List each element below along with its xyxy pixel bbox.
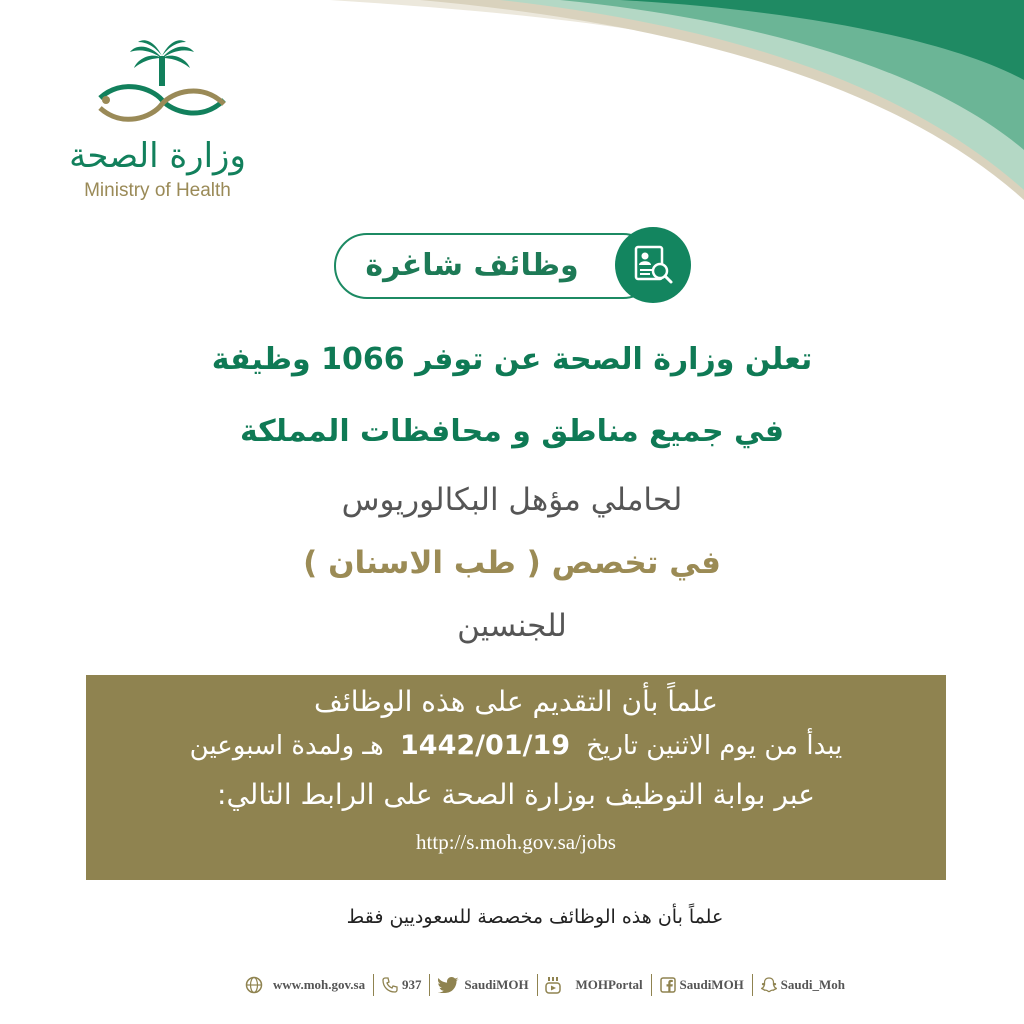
- footer-website-text: www.moh.gov.sa: [273, 977, 366, 992]
- footer-contacts: [245, 970, 845, 1000]
- notice-line-1: علماً بأن التقديم على هذه الوظائف: [314, 685, 718, 718]
- application-notice-box: [86, 675, 946, 880]
- notice-line-3: عبر بوابة التوظيف بوزارة الصحة على الرابط التالي:: [217, 778, 815, 811]
- footer-phone[interactable]: [382, 977, 422, 993]
- snapchat-icon: [761, 977, 777, 993]
- footer-separator: [373, 974, 374, 996]
- footer-phone-text: 937: [401, 977, 422, 992]
- announcement-line-1: تعلن وزارة الصحة عن توفر 1066 وظيفة: [211, 342, 813, 377]
- announcement-line-5: للجنسين: [457, 608, 567, 644]
- phone-icon: [382, 977, 398, 993]
- notice-line-2-start: يبدأ من يوم الاثنين تاريخ: [586, 731, 843, 761]
- announcement-line-3: لحاملي مؤهل البكالوريوس: [341, 482, 683, 518]
- palm-swords-emblem-icon: [92, 38, 232, 130]
- footer-separator: [429, 974, 430, 996]
- notice-line-2: [86, 730, 946, 761]
- footer-separator: [537, 974, 538, 996]
- footer-separator: [651, 974, 652, 996]
- footer-facebook[interactable]: [660, 977, 744, 993]
- twitter-icon: [438, 977, 460, 993]
- document-search-icon: [631, 243, 675, 287]
- footer-snapchat[interactable]: [761, 977, 845, 993]
- footer-twitter[interactable]: [438, 977, 528, 993]
- notice-line-2-end: هـ ولمدة اسبوعين: [189, 731, 384, 761]
- vacancies-badge-icon-circle: [615, 227, 691, 303]
- youtube-icon: [545, 976, 561, 994]
- logo-arabic-name: وزارة الصحة: [69, 136, 246, 176]
- notice-start-date: 1442/01/19: [400, 730, 571, 761]
- footer-youtube[interactable]: [545, 976, 642, 994]
- announcement-line-2: في جميع مناطق و محافظات المملكة: [239, 414, 785, 449]
- footer-youtube-text: MOHPortal: [575, 977, 643, 992]
- footer-twitter-text: SaudiMOH: [464, 977, 529, 992]
- jobs-portal-link[interactable]: http://s.moh.gov.sa/jobs: [416, 830, 616, 854]
- footer-snapchat-text: Saudi_Moh: [780, 977, 845, 992]
- ministry-logo: [60, 38, 265, 208]
- footer-separator: [752, 974, 753, 996]
- facebook-icon: [660, 977, 676, 993]
- footer-facebook-text: SaudiMOH: [679, 977, 744, 992]
- footer-website[interactable]: [245, 976, 365, 994]
- announcement-line-4: في تخصص ( طب الاسنان ): [303, 545, 721, 581]
- logo-english-name: Ministry of Health: [84, 180, 231, 201]
- vacancies-badge-label: وظائف شاغرة: [365, 248, 579, 283]
- saudi-only-footnote: علماً بأن هذه الوظائف مخصصة للسعوديين فقط: [346, 906, 724, 928]
- globe-icon: [245, 976, 263, 994]
